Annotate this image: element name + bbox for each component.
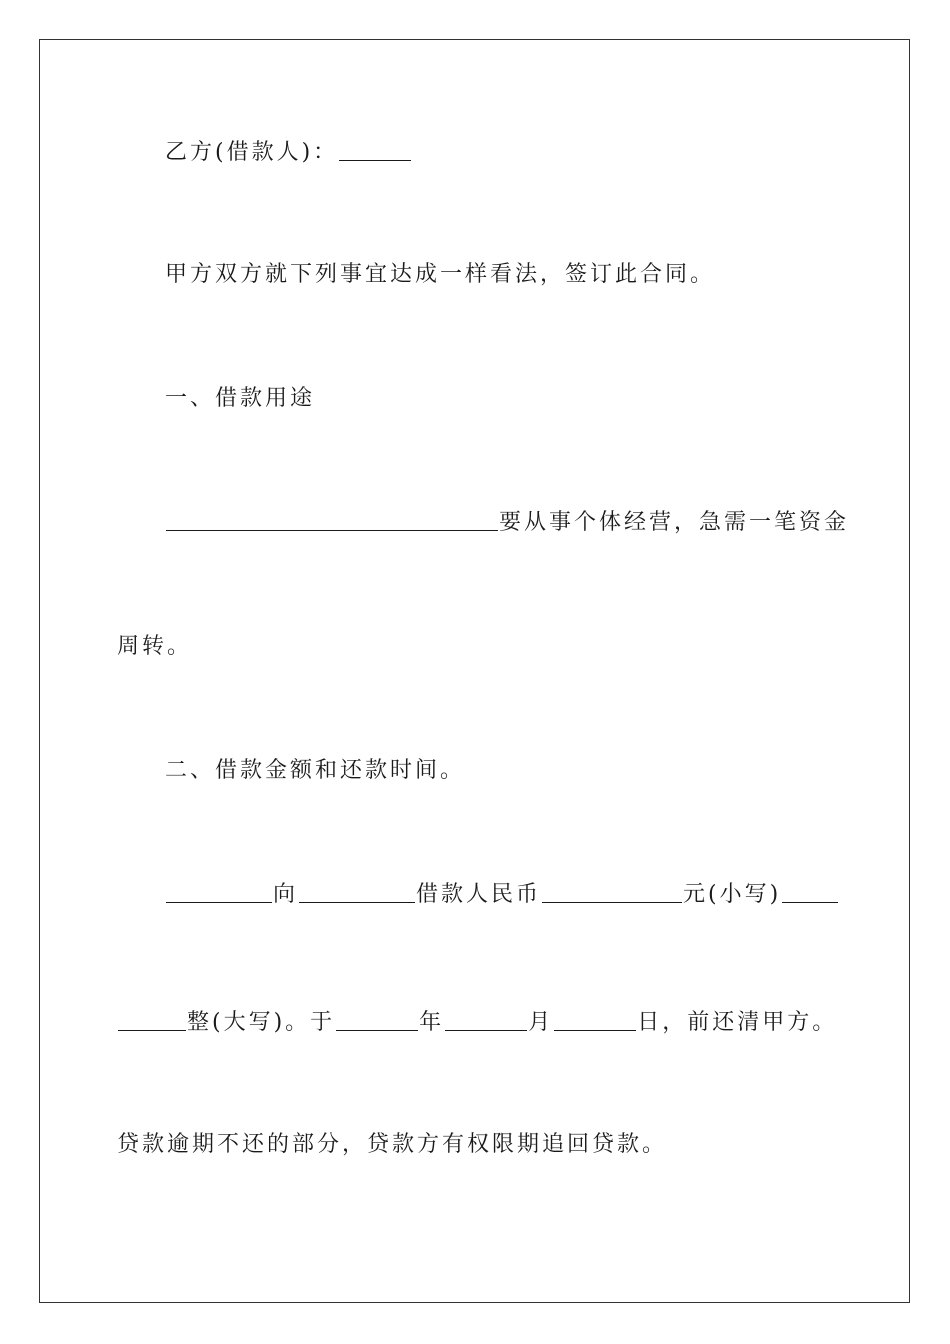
repay-date-line bbox=[117, 1008, 837, 1038]
amount-big-blank-start bbox=[782, 901, 838, 903]
party-b-label: 乙方(借款人)： bbox=[165, 140, 339, 165]
amount-borrow-label: 借款人民币 bbox=[416, 882, 542, 907]
amount-line bbox=[165, 880, 839, 910]
year-label: 年 bbox=[419, 1010, 445, 1035]
section2-title: 二、借款金额和还款时间。 bbox=[165, 758, 466, 783]
intro-line: 甲方双方就下列事宜达成一样看法，签订此合同。 bbox=[165, 262, 716, 287]
document-page bbox=[39, 39, 910, 1303]
borrower-blank bbox=[299, 901, 415, 903]
purpose-blank bbox=[166, 529, 498, 531]
overdue-line: 贷款逾期不还的部分，贷款方有权限期追回贷款。 bbox=[117, 1132, 668, 1157]
day-blank bbox=[554, 1029, 636, 1031]
lender-blank bbox=[166, 901, 272, 903]
month-label: 月 bbox=[528, 1010, 554, 1035]
day-repay-label: 日，前还清甲方。 bbox=[637, 1010, 838, 1035]
year-blank bbox=[336, 1029, 418, 1031]
party-b-line bbox=[165, 138, 412, 168]
purpose-line bbox=[165, 508, 849, 538]
purpose-continuation: 周转。 bbox=[117, 634, 193, 659]
amount-big-blank-end bbox=[118, 1029, 186, 1031]
amount-small-label: 元(小写) bbox=[683, 882, 782, 907]
amount-small-blank bbox=[542, 901, 682, 903]
purpose-text: 要从事个体经营，急需一笔资金 bbox=[499, 510, 850, 535]
party-b-blank bbox=[339, 159, 411, 161]
section1-title: 一、借款用途 bbox=[165, 386, 316, 411]
amount-to-label: 向 bbox=[273, 882, 299, 907]
month-blank bbox=[445, 1029, 527, 1031]
amount-big-label: 整(大写)。于 bbox=[187, 1010, 336, 1035]
